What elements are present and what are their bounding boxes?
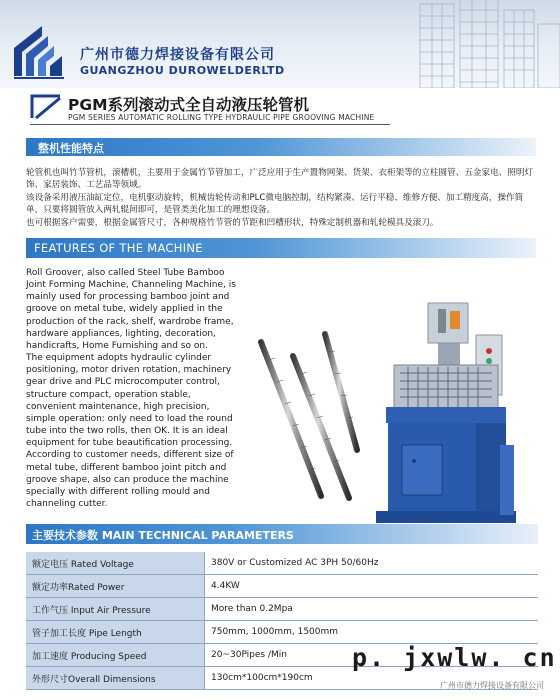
param-value: 20~30Pipes /Min xyxy=(205,644,539,667)
param-value: 130cm*100cm*190cm xyxy=(205,667,539,690)
paragraph-en: According to customer needs, different size of metal tube, different bamboo joint pitch and groove shape, also can produce the machine specially with different rolling mould and channeling cutter. xyxy=(26,450,234,509)
section-body-en xyxy=(26,267,241,510)
param-value: More than 0.2Mpa xyxy=(205,598,539,621)
section-heading-cn-label: 整机性能特点 xyxy=(38,142,104,155)
param-label: 工作气压 Input Air Pressure xyxy=(26,598,205,621)
table-row xyxy=(26,552,538,575)
company-name-en: GUANGZHOU DUROWELDERLTD xyxy=(80,64,285,77)
company-logo-icon xyxy=(8,18,70,82)
paragraph-en: Roll Groover, also called Steel Tube Bamboo Joint Forming Machine, Channeling Machine, is mainly used for processing bamboo joint and groove on metal tube, widely applied in the production of the rack, shelf, wardrobe frame, hardware appliances, lighting, decoration, handicrafts, Home Furnishing and so on. xyxy=(26,268,236,351)
paragraph-cn: 轮管机也叫竹节管机，滚槽机，主要用于金属竹节管加工，广泛应用于生产置物网架、货架、衣柜架等的立柱圆管、五金家电、照明灯饰、家居装饰、工艺品等领域。 xyxy=(26,168,534,191)
param-value: 750mm, 1000mm, 1500mm xyxy=(205,621,539,644)
page-subtitle: PGM SERIES AUTOMATIC ROLLING TYPE HYDRAULIC PIPE GROOVING MACHINE xyxy=(68,113,375,122)
footer-company-name: 广州市德力焊接设备有限公司 xyxy=(440,681,544,690)
building-graphic-icon xyxy=(400,0,560,88)
table-row xyxy=(26,621,538,644)
title-bracket-icon xyxy=(30,92,68,122)
param-label: 额定功率Rated Power xyxy=(26,575,205,598)
section-body-cn xyxy=(26,167,538,229)
param-value: 380V or Customized AC 3PH 50/60Hz xyxy=(205,552,539,575)
website-watermark: p. jxwlw. cn xyxy=(352,643,557,672)
paragraph-cn: 该设备采用液压油缸定位，电机驱动旋转，机械齿轮传动和PLC微电脑控制，结构紧凑、运行平稳、维修方便、加工精度高，操作简单，只要将圆管放入两轧辊间即可，是管类美化加工的理想设备。 xyxy=(26,192,524,216)
param-label: 外形尺寸Overall Dimensions xyxy=(26,667,205,690)
page-title: PGM系列滚动式全自动液压轮管机 xyxy=(68,96,310,114)
param-label: 额定电压 Rated Voltage xyxy=(26,552,205,575)
paragraph-en: The equipment adopts hydraulic cylinder positioning, motor driven rotation, machinery gear drive and PLC microcomputer control, structure compact, operation stable, convenient maintenance, high precision, simple operation: only need to load the round tube into the two rolls, then OK. It is an ideal equipment for tube beautification processing. xyxy=(26,353,233,449)
page-header xyxy=(0,0,560,88)
param-label: 加工速度 Producing Speed xyxy=(26,644,205,667)
section-heading-params xyxy=(26,524,538,544)
section-heading-features-label: FEATURES OF THE MACHINE xyxy=(34,241,203,255)
bamboo-joint-pipes-image xyxy=(255,330,360,510)
param-value: 4.4KW xyxy=(205,575,539,598)
table-row xyxy=(26,598,538,621)
table-row xyxy=(26,575,538,598)
section-heading-features xyxy=(26,238,536,258)
section-heading-params-label: 主要技术参数 MAIN TECHNICAL PARAMETERS xyxy=(32,529,294,542)
section-heading-cn xyxy=(26,138,536,156)
param-label: 管子加工长度 Pipe Length xyxy=(26,621,205,644)
title-divider xyxy=(30,124,390,125)
company-name-cn: 广州市德力焊接设备有限公司 xyxy=(80,47,275,63)
grooving-machine-image xyxy=(368,295,528,535)
paragraph-cn: 也可根据客户需要，根据金属管尺寸，各种规格竹节管的节距和凹槽形状，特殊定制机器和轧轮模具及滚刀。 xyxy=(26,217,439,228)
